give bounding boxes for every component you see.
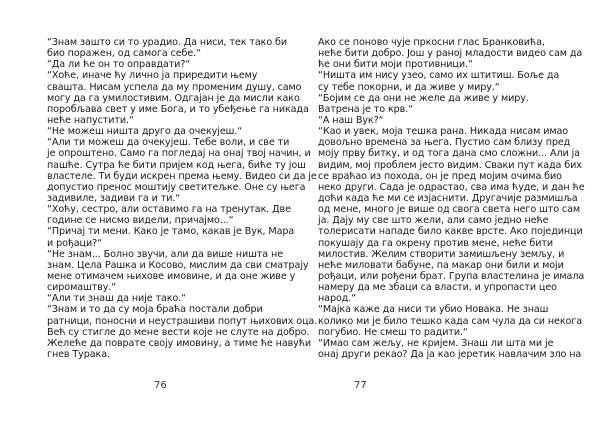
text-line: “Причај ти мени. Како је тамо, какав је Вук, Мара [47, 226, 295, 238]
text-line: гнев Турака. [47, 348, 110, 360]
text-line: “Хоће, иначе ћу лично ја приредити њему [47, 70, 258, 82]
text-line: “Не можеш ништа друго да очекујеш.“ [47, 126, 243, 138]
text-line: “Ништа им нису узео, само их штитиш. Боље да [318, 70, 560, 82]
right-page [300, 0, 600, 424]
text-line: милостив. Желим створити замишљену земљу, и [318, 248, 565, 260]
text-line: Желеће да поврате своју имовину, а тиме ће навући [47, 337, 312, 349]
text-line: колико ми је било тешко када сам чула да си некога [318, 315, 583, 327]
text-line: од мене, много је више од свога света него што сам [318, 204, 581, 216]
text-line: мене отимачем њихове имовине, и да оне живе у [47, 270, 296, 282]
text-line: “Имао сам жељу, не кријем. Знаш ли шта ми је [318, 337, 554, 349]
page-number-right: 77 [354, 380, 367, 391]
page-number-left: 76 [154, 380, 167, 391]
text-line: “Као и увек, моја тешка рана. Никада нисам имао [318, 126, 569, 138]
text-line: и рођаци?“ [47, 237, 102, 249]
text-line: “А наш Вук?“ [318, 114, 384, 126]
text-line: неће миловати бабуне, па макар они били и моји [318, 259, 564, 271]
text-line: Ако се поново чује пркосни глас Бранковића, [318, 37, 545, 48]
text-line: “Да ли ће он то оправдати?“ [47, 59, 191, 71]
text-line: могу да га умилостивим. Одгајан је да мисли како [47, 92, 300, 104]
text-line: моју прву битку, и од тога дана смо сложни... Али ја [318, 148, 580, 160]
text-line: ја. Дају му све што жели, али само једно неће [318, 215, 549, 227]
text-line: допустио пренос моштију светитељке. Оне су њега [47, 181, 306, 193]
text-line: пашће. Сутра ће бити пријем код њега, биће ту још [47, 159, 306, 171]
text-line: Већ су стигле до мене вести које не слуте на добро. [47, 326, 310, 338]
text-line: “Знам зашто си то урадио. Да ниси, тек тако би [47, 37, 287, 48]
text-line: се враћао из похода, он је пред мојим очима био [318, 170, 562, 182]
text-line: погубио. Не смеш то радити.“ [318, 326, 468, 338]
text-line: “Не знам... Болно звучи, али да више ништа не [47, 248, 283, 260]
text-line: властеле. Ти буди искрен према њему. Видео си да је [47, 170, 317, 182]
text-line: поробљава свет у име Бога, и то убеђење га никада [47, 103, 309, 115]
text-line: “Мајка каже да ниси ти убио Новака. Не знаш [318, 304, 549, 316]
text-line: знам. Цела Рашка и Косово, мислим да сви сматрају [47, 259, 309, 271]
text-line: толерисати нападе било какве врсте. Ако појединци [318, 226, 583, 238]
right-page-text [318, 37, 585, 360]
text-line: довољно времена за њега. Пустио сам близу пред [318, 137, 571, 149]
text-line: видим, мој проблем јесто видим. Сваки пут када бих [318, 159, 582, 171]
text-line: рођаци, или рођени брат. Група властелина је имала [318, 270, 585, 282]
text-line: “Хоћу, сестро, али оставимо га на тренутак. Две [47, 204, 291, 216]
text-line: “Али ти знаш да није тако.“ [47, 293, 187, 305]
text-line: намеру да ме збаци са власти, и упропасти цео [318, 282, 557, 294]
text-line: ратници, поносни и неустрашиви попут њихових оца. [47, 315, 318, 327]
left-page-text [47, 37, 318, 360]
text-line: “Знам и то да су моја браћа постали добри [47, 304, 263, 316]
text-line: покушају да га окрену против мене, неће бити [318, 237, 553, 249]
text-line: народ.“ [318, 293, 357, 305]
text-line: неће напустити.“ [47, 114, 134, 126]
text-line: “Бојим се да они не желе да живе у миру. [318, 92, 529, 104]
text-line: био поражен, од самога себе.“ [47, 48, 201, 60]
text-line: неко други. Сада је одрастао, сва има ћуде, и дан ће [318, 181, 585, 193]
text-line: задивиле, задиви га и ти.“ [47, 192, 181, 204]
text-line: Ватрена је то крв.“ [318, 103, 414, 115]
text-line: сиромаштву.“ [47, 282, 117, 294]
text-line: сваштa. Нисам успела да му променим душу, само [47, 81, 302, 93]
text-line: године се нисмо видели, причајмо...“ [47, 215, 234, 227]
text-line: су тебе покорни, и да живе у миру.“ [318, 81, 500, 93]
text-line: неће бити добро. Још у раној младости видео сам да [318, 48, 583, 60]
text-line: онај други рекао? Да ја као јеретик навлачим зло на [318, 348, 582, 360]
text-line: “Али ти можеш да очекујеш. Тебе воли, и све ти [47, 137, 290, 149]
text-line: је опроштено. Само га погледај на онај твој начин, и [47, 148, 311, 160]
text-line: ће они бити моји противници.“ [318, 59, 473, 71]
text-line: доћи када ће ми се изјаснити. Другачије размишља [318, 192, 578, 204]
